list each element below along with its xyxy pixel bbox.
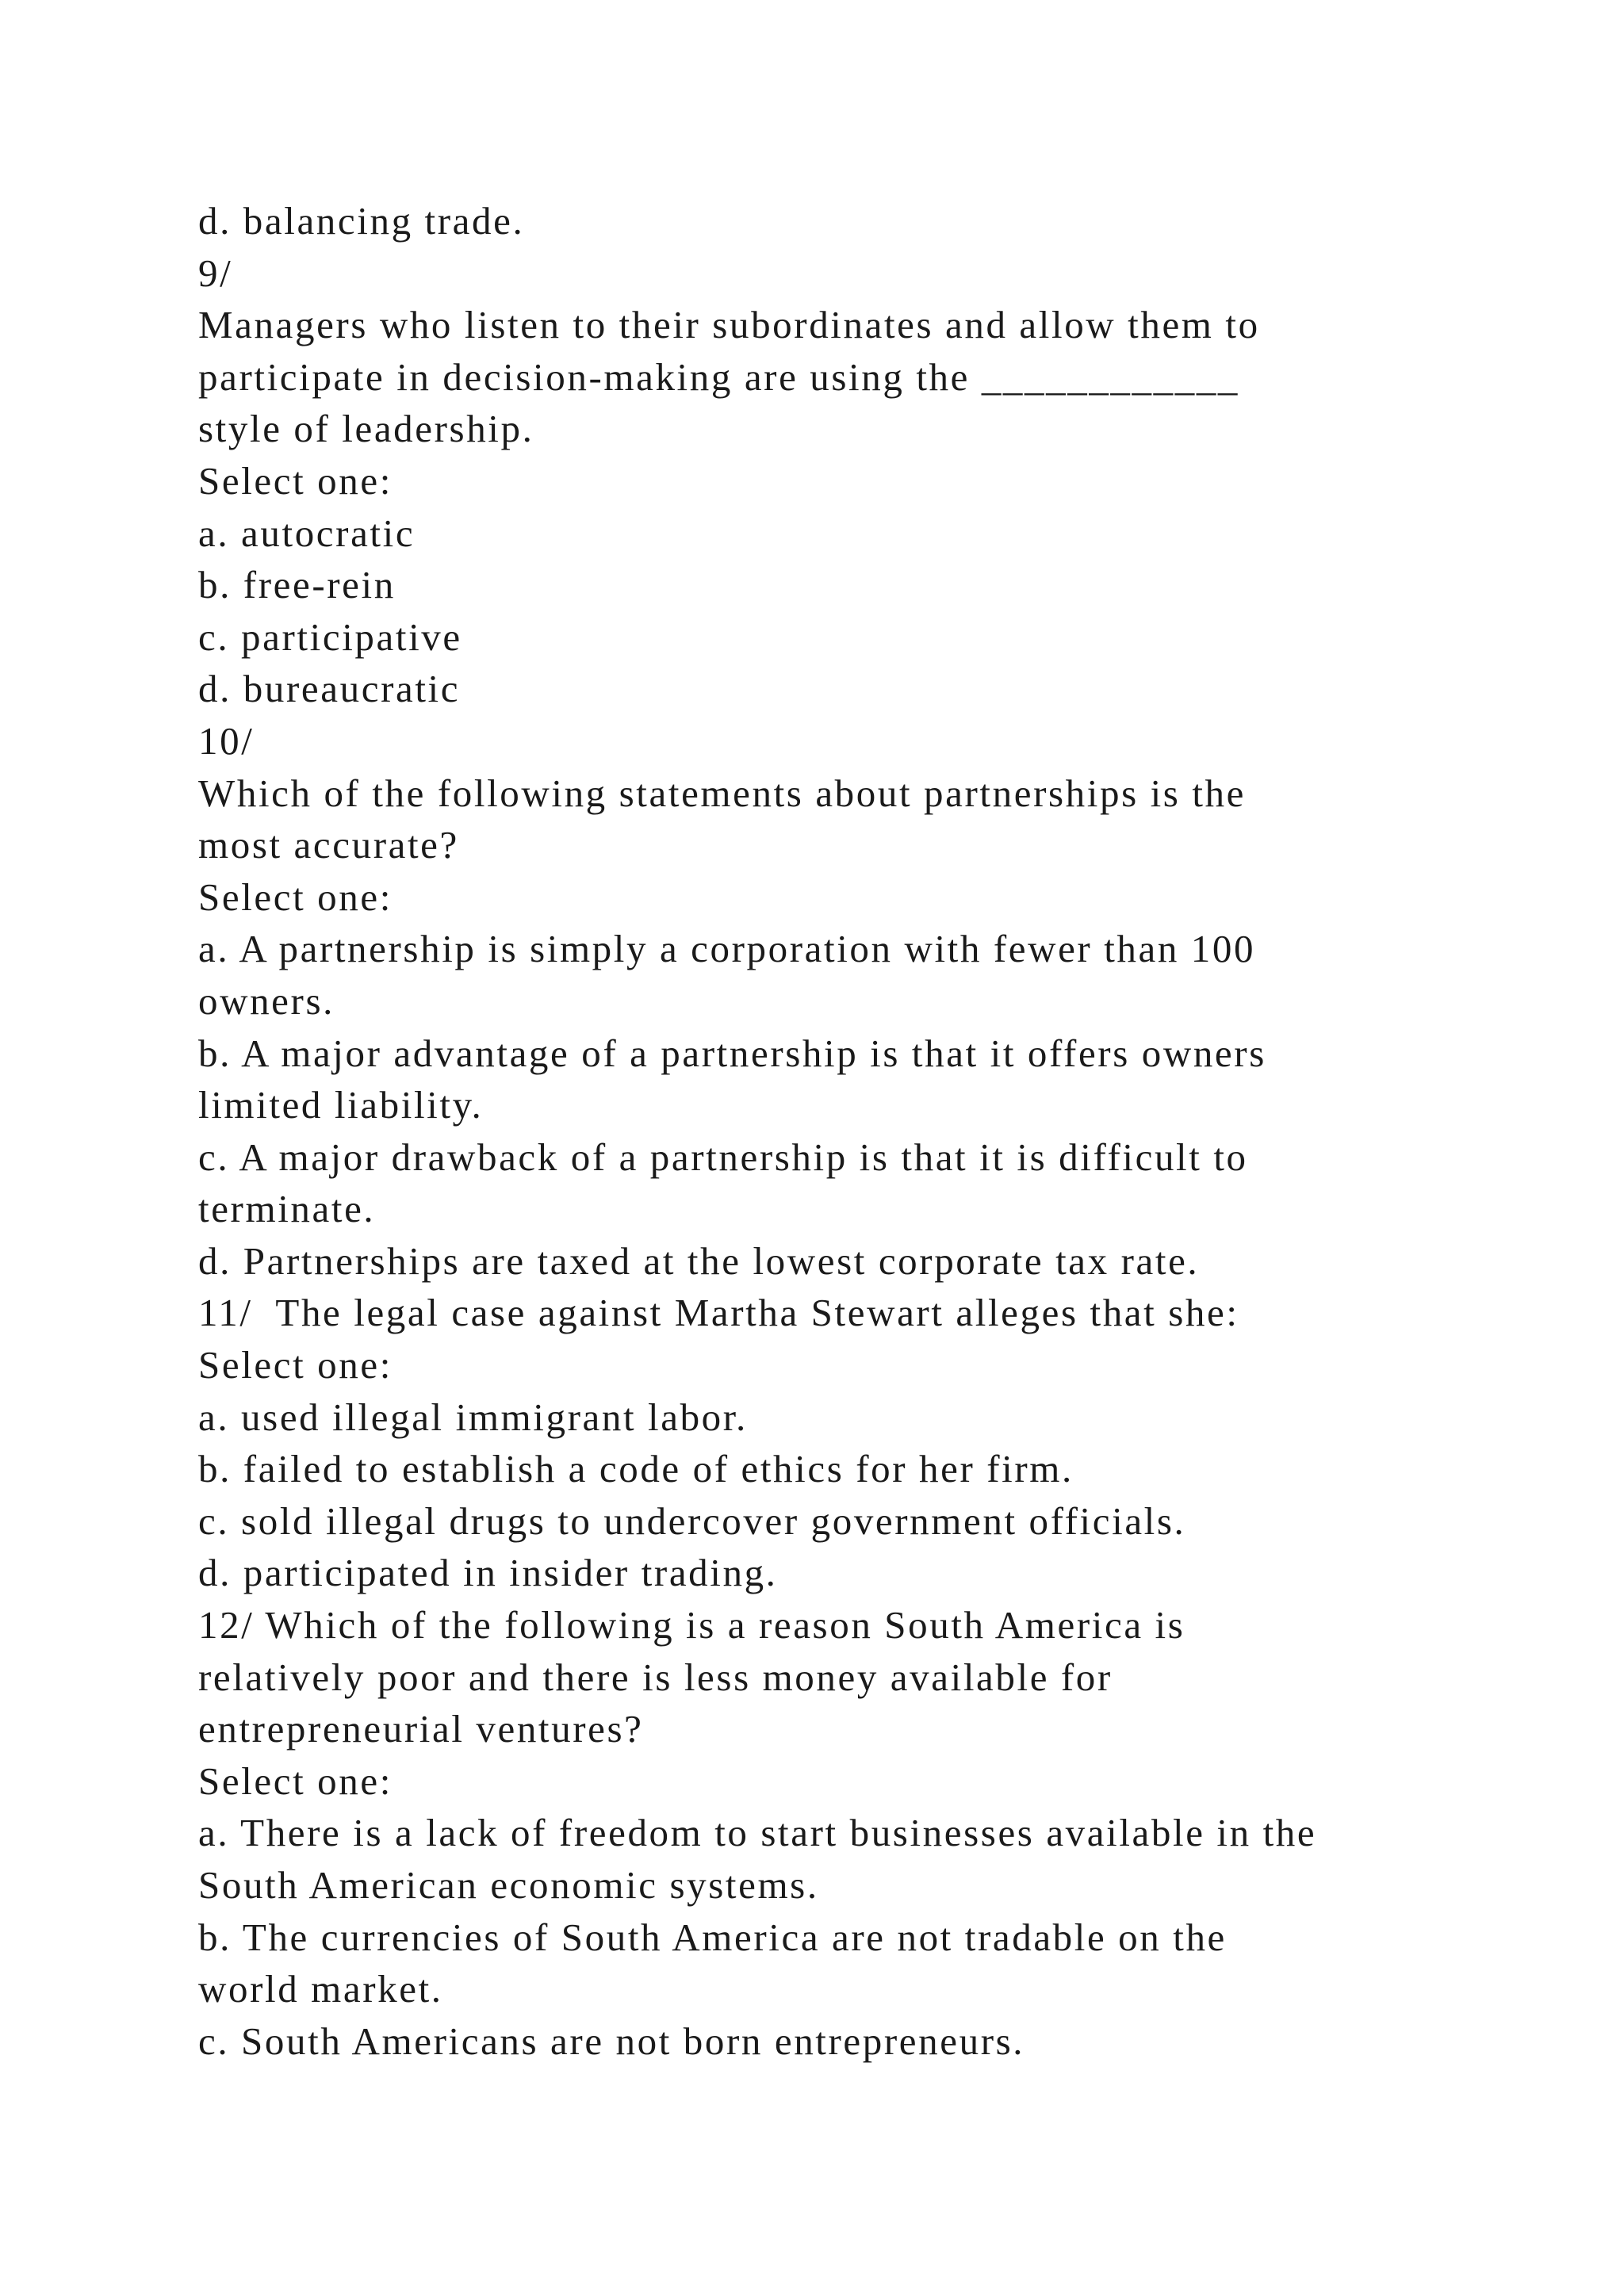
option-line: a. used illegal immigrant labor.: [198, 1395, 748, 1439]
question-text-line: 12/ Which of the following is a reason South America is: [198, 1603, 1185, 1647]
select-one-label: Select one:: [198, 874, 393, 919]
option-line: South American economic systems.: [198, 1863, 819, 1907]
option-line: b. free-rein: [198, 563, 396, 607]
option-line: world market.: [198, 1967, 443, 2011]
option-line: owners.: [198, 978, 335, 1023]
question-text-line: style of leadership.: [198, 407, 534, 451]
option-line: c. participative: [198, 614, 462, 659]
question-text-line: relatively poor and there is less money available for: [198, 1655, 1113, 1699]
option-line: a. autocratic: [198, 511, 416, 555]
option-line: d. balancing trade.: [198, 199, 525, 243]
option-line: c. sold illegal drugs to undercover government officials.: [198, 1498, 1186, 1543]
option-line: d. bureaucratic: [198, 667, 461, 711]
option-line: b. A major advantage of a partnership is that it offers owners: [198, 1031, 1266, 1075]
question-number: 10/: [198, 718, 255, 763]
question-text-line: 11/ The legal case against Martha Stewart alleges that she:: [198, 1291, 1239, 1335]
option-line: terminate.: [198, 1187, 376, 1231]
select-one-label: Select one:: [198, 1758, 393, 1803]
question-text-line: Which of the following statements about partnerships is the: [198, 771, 1246, 815]
option-line: c. South Americans are not born entrepreneurs.: [198, 2019, 1025, 2063]
option-line: limited liability.: [198, 1083, 484, 1127]
question-text-line: entrepreneurial ventures?: [198, 1707, 644, 1751]
select-one-label: Select one:: [198, 1343, 393, 1387]
option-line: b. The currencies of South America are not tradable on the: [198, 1915, 1227, 1959]
question-text-line: most accurate?: [198, 823, 459, 867]
option-line: a. A partnership is simply a corporation with fewer than 100: [198, 927, 1256, 971]
option-line: d. Partnerships are taxed at the lowest corporate tax rate.: [198, 1238, 1200, 1283]
option-line: a. There is a lack of freedom to start businesses available in the: [198, 1811, 1317, 1855]
option-line: c. A major drawback of a partnership is that it is difficult to: [198, 1135, 1248, 1179]
select-one-label: Select one:: [198, 458, 393, 503]
question-number: 9/: [198, 251, 233, 295]
option-line: b. failed to establish a code of ethics for her firm.: [198, 1447, 1074, 1491]
question-text-line: participate in decision-making are using the ____________: [198, 354, 1240, 399]
option-line: d. participated in insider trading.: [198, 1551, 778, 1595]
question-text-line: Managers who listen to their subordinates and allow them to: [198, 303, 1260, 347]
document-text: [198, 195, 1483, 2067]
